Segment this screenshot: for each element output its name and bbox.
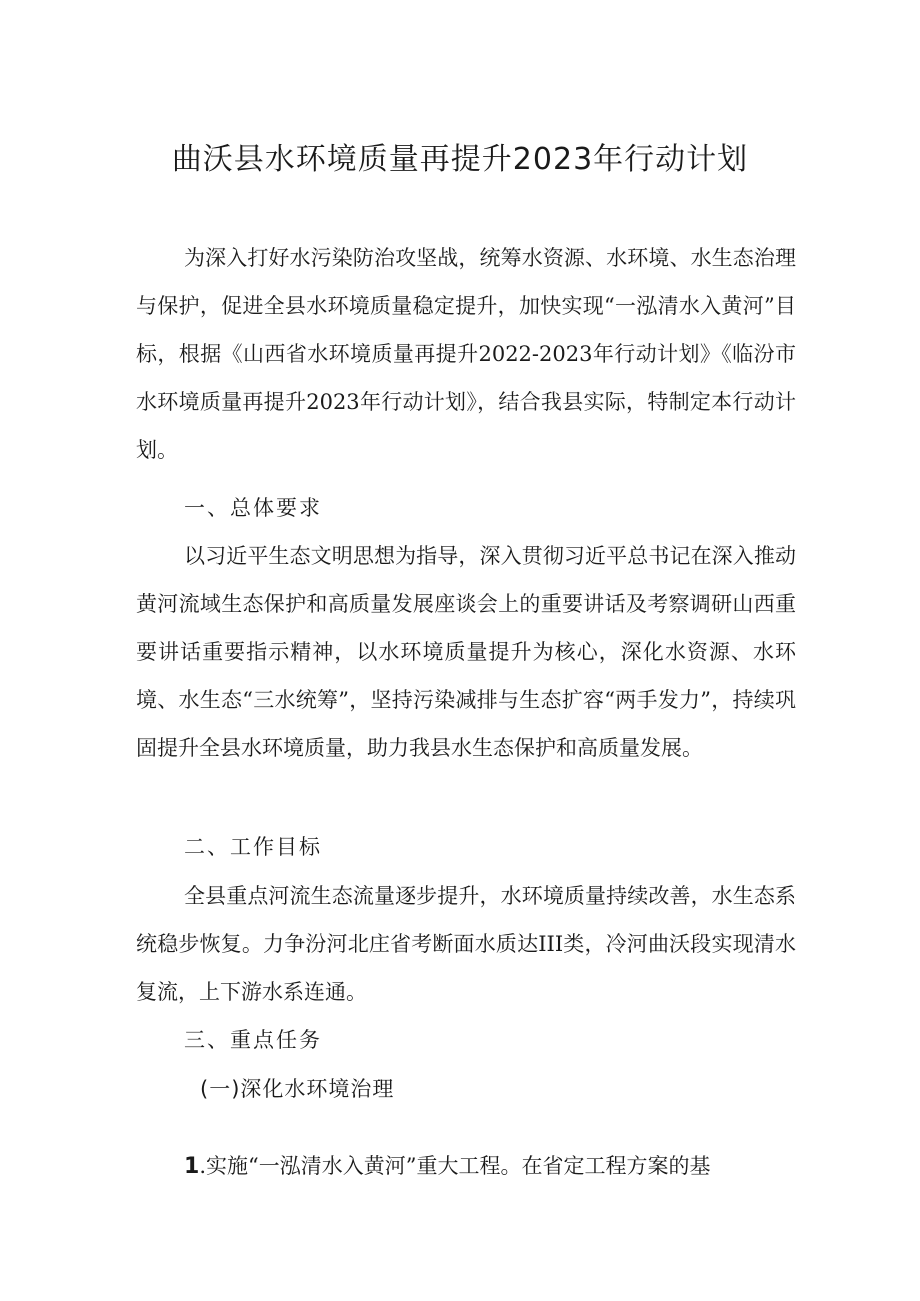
document-title: 曲沃县水环境质量再提升2023年行动计划: [171, 142, 749, 177]
task-item-number: 1: [184, 1154, 200, 1179]
task-item: [184, 1146, 796, 1187]
task-item-text: .实施“一泓清水入黄河”重大工程。在省定工程方案的基: [199, 1154, 711, 1178]
section-heading-overall-requirements: 一、总体要求: [184, 496, 322, 520]
section-heading-key-tasks: 三、重点任务: [184, 1028, 322, 1052]
intro-paragraph: 为深入打好水污染防治攻坚战，统筹水资源、水环境、水生态治理与保护，促进全县水环境质量稳定提升，加快实现“一泓清水入黄河”目标，根据《山西省水环境质量再提升2022-2023年行动计划》《临汾市水环境质量再提升2023年行动计划》，结合我县实际，特制定本行动计划。: [136, 246, 796, 462]
overall-requirements-paragraph: 以习近平生态文明思想为指导，深入贯彻习近平总书记在深入推动黄河流域生态保护和高质量发展座谈会上的重要讲话及考察调研山西重要讲话重要指示精神，以水环境质量提升为核心，深化水资源、水环境、水生态“三水统筹”，坚持污染减排与生态扩容“两手发力”，持续巩固提升全县水环境质量，助力我县水生态保护和高质量发展。: [136, 544, 796, 760]
section-heading-work-goals: 二、工作目标: [184, 835, 322, 859]
subsection-heading-water-environment: (一)深化水环境治理: [200, 1077, 395, 1101]
work-goals-paragraph: 全县重点河流生态流量逐步提升，水环境质量持续改善，水生态系统稳步恢复。力争汾河北庄省考断面水质达III类，冷河曲沃段实现清水复流，上下游水系连通。: [136, 884, 796, 1004]
